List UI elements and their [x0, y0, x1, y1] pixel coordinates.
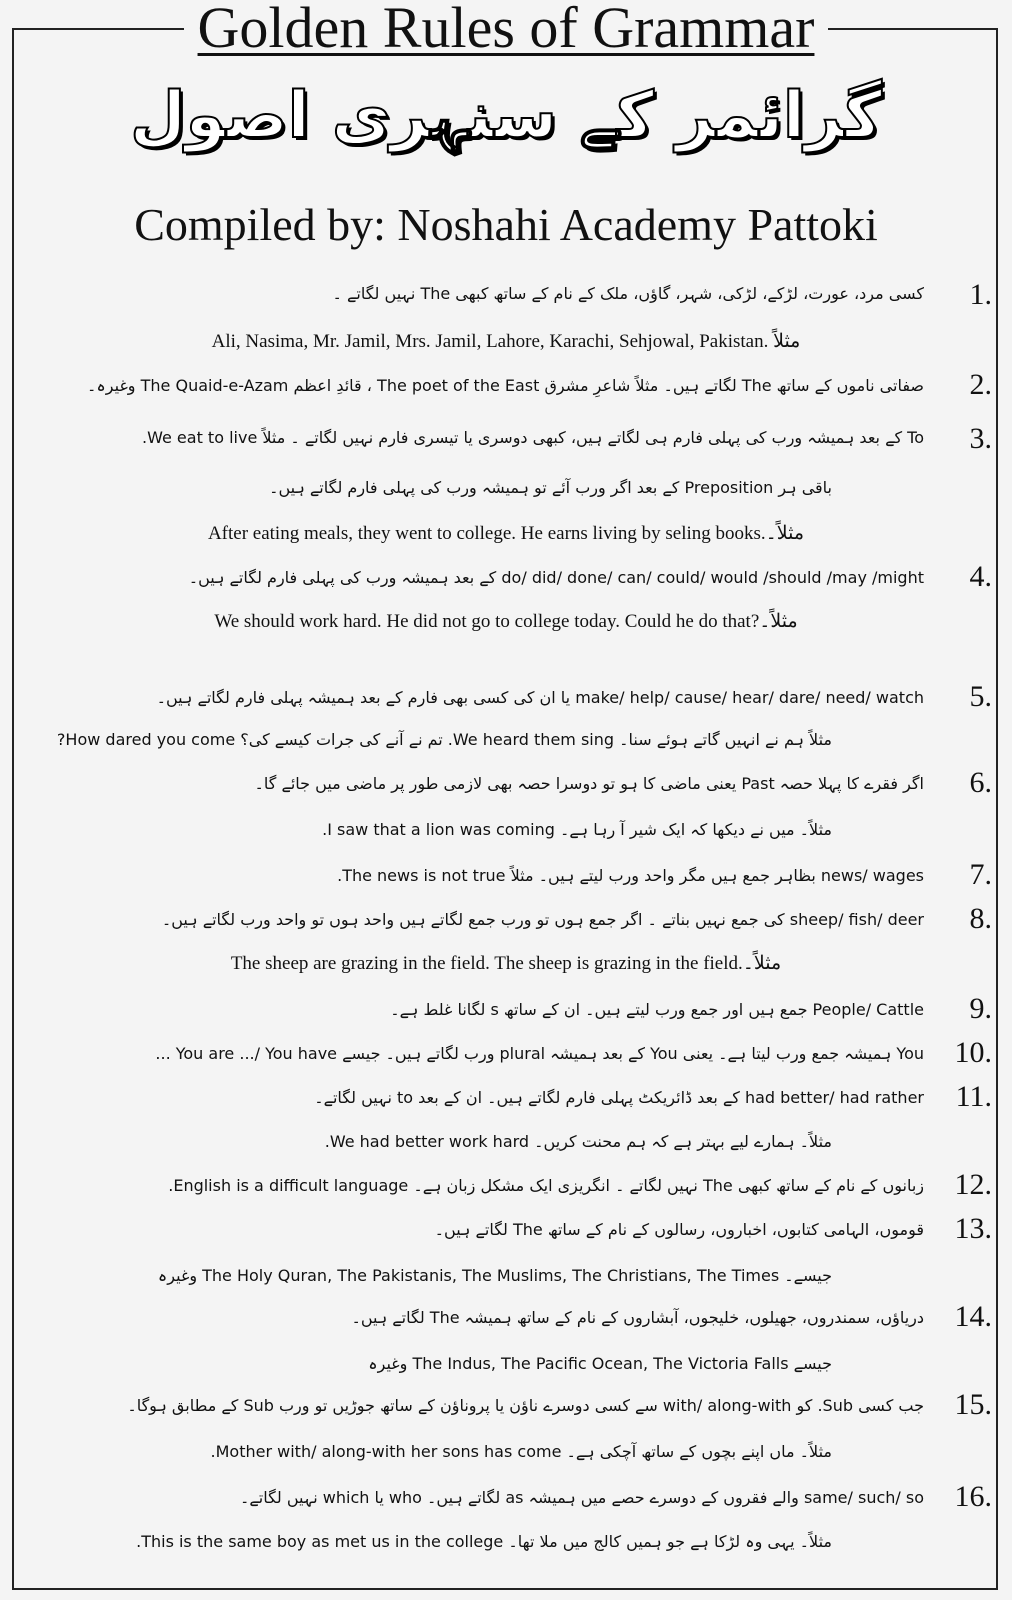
- rule-number: 12.: [954, 1168, 992, 1201]
- rule-text: زبانوں کے نام کے ساتھ کبھی The نہیں لگاتے ۔ انگریزی ایک مشکل زبان ہے۔ English is a difficult language.: [168, 1176, 924, 1195]
- rule-example: We should work hard. He did not go to college today. Could he do that?مثلاً۔: [214, 611, 798, 632]
- rule-example: The sheep are grazing in the field. The sheep is grazing in the field.مثلاً۔: [230, 953, 782, 974]
- compiled-by: Compiled by: Noshahi Academy Pattoki: [134, 199, 878, 250]
- rule-number: 4.: [969, 560, 992, 593]
- rule-example: مثلاً۔ ہمارے لیے بہتر ہے کہ ہم محنت کریں۔ We had better work hard.: [324, 1132, 832, 1151]
- rule-text: had better/ had rather کے بعد ڈائریکٹ پہلی فارم لگاتے ہیں۔ ان کے بعد to نہیں لگاتے۔: [314, 1088, 924, 1107]
- rule-text: People/ Cattle جمع ہیں اور جمع ورب لیتے ہیں۔ ان کے ساتھ s لگانا غلط ہے۔: [390, 1000, 924, 1019]
- rule-example: مثلاً۔ یہی وہ لڑکا ہے جو ہمیں کالج میں ملا تھا۔ This is the same boy as met us in the college.: [136, 1532, 832, 1551]
- rule-number: 14.: [954, 1300, 992, 1333]
- page-title: Golden Rules of Grammar: [184, 0, 829, 56]
- urdu-title: گرائمر کے سنہری اصول: [130, 79, 882, 153]
- rule-number: 8.: [969, 902, 992, 935]
- rule-text: You ہمیشہ جمع ورب لیتا ہے۔ یعنی You کے بعد ہمیشہ plural ورب لگاتے ہیں۔ جیسے You are .../ You have ...: [155, 1044, 924, 1063]
- rule-number: 15.: [954, 1388, 992, 1421]
- rule-number: 10.: [954, 1036, 992, 1069]
- rule-number: 11.: [955, 1080, 992, 1113]
- rule-text: do/ did/ done/ can/ could/ would /should /may /might کے بعد ہمیشہ ورب کی پہلی فارم لگاتے ہیں۔: [188, 568, 924, 587]
- rule-number: 16.: [954, 1480, 992, 1513]
- rule-text: دریاؤں، سمندروں، جھیلوں، خلیجوں، آبشاروں کے نام کے ساتھ ہمیشہ The لگاتے ہیں۔: [351, 1308, 924, 1327]
- rule-text-2: باقی ہر Preposition کے بعد اگر ورب آئے تو ہمیشہ ورب کی پہلی فارم لگاتے ہیں۔: [269, 478, 832, 497]
- rule-text: قوموں، الہامی کتابوں، اخباروں، رسالوں کے نام کے ساتھ The لگاتے ہیں۔: [434, 1220, 924, 1239]
- rule-number: 13.: [954, 1212, 992, 1245]
- rule-text: جب کسی Sub. کو with/ along-with سے کسی دوسرے ناؤن یا پروناؤن کے ساتھ جوڑیں تو ورب Sub کے مطابق ہوگا۔: [127, 1396, 924, 1415]
- rule-example: Ali, Nasima, Mr. Jamil, Mrs. Jamil, Lahore, Karachi, Sehjowal, Pakistan. مثلاً: [211, 331, 801, 352]
- rule-number: 1.: [969, 278, 992, 311]
- rule-text: اگر فقرے کا پہلا حصہ Past یعنی ماضی کا ہو تو دوسرا حصہ بھی لازمی طور پر ماضی میں جائے گا۔: [254, 774, 924, 793]
- rule-number: 7.: [969, 858, 992, 891]
- rule-example: جیسے۔ The Holy Quran, The Pakistanis, The Muslims, The Christians, The Times وغیرہ: [157, 1266, 832, 1285]
- rule-example: مثلاً ہم نے انہیں گاتے ہوئے سنا۔ We heard them sing. تم نے آنے کی جرات کیسے کی؟ How dared you come?: [56, 730, 832, 749]
- rule-number: 5.: [969, 680, 992, 713]
- rule-example: مثلاً۔ میں نے دیکھا کہ ایک شیر آ رہا ہے۔ I saw that a lion was coming.: [322, 820, 832, 839]
- rule-text: صفاتی ناموں کے ساتھ The لگاتے ہیں۔ مثلاً شاعرِ مشرق The poet of the East ، قائدِ اعظم The Quaid-e-Azam وغیرہ۔: [87, 376, 924, 395]
- rule-text: sheep/ fish/ deer کی جمع نہیں بناتے ۔ اگر جمع ہوں تو ورب جمع لگاتے ہیں واحد ہوں تو واحد ورب لگاتے ہیں۔: [161, 910, 924, 929]
- rule-text: same/ such/ so والے فقروں کے دوسرے حصے میں ہمیشہ as لگاتے ہیں۔ who یا which نہیں لگاتے۔: [240, 1488, 924, 1507]
- rule-number: 9.: [969, 992, 992, 1025]
- rule-text: کسی مرد، عورت، لڑکے، لڑکی، شہر، گاؤں، ملک کے نام کے ساتھ کبھی The نہیں لگاتے ۔: [332, 284, 924, 303]
- rule-text: To کے بعد ہمیشہ ورب کی پہلی فارم ہی لگاتے ہیں، کبھی دوسری یا تیسری فارم نہیں لگاتے ۔ مثلاً We eat to live.: [142, 428, 924, 447]
- rule-number: 3.: [969, 422, 992, 455]
- rule-number: 2.: [969, 368, 992, 401]
- rule-text: news/ wages بظاہر جمع ہیں مگر واحد ورب لیتے ہیں۔ مثلاً The news is not true.: [337, 866, 924, 885]
- rule-number: 6.: [969, 766, 992, 799]
- rule-example: After eating meals, they went to college. He earns living by seling books.مثلاً۔: [207, 523, 805, 544]
- rule-example: مثلاً۔ ماں اپنے بچوں کے ساتھ آچکی ہے۔ Mother with/ along-with her sons has come.: [210, 1442, 832, 1461]
- rule-example: جیسے The Indus, The Pacific Ocean, The Victoria Falls وغیرہ: [368, 1354, 832, 1373]
- rule-text: make/ help/ cause/ hear/ dare/ need/ watch یا ان کی کسی بھی فارم کے بعد ہمیشہ پہلی فارم لگاتے ہیں۔: [156, 688, 924, 707]
- title-wrap: [0, 0, 1012, 60]
